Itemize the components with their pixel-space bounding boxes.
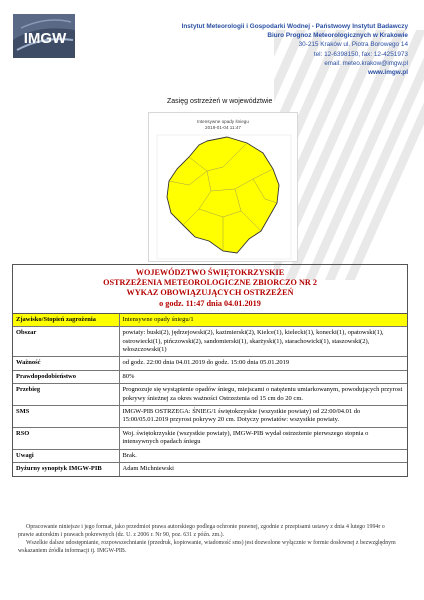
office-address: 30-215 Kraków ul. Piotra Borowego 14 [298,41,408,49]
row-probability [13,370,407,383]
institute-header [182,22,408,77]
probability-value: 80% [119,370,407,383]
probability-label: Prawdopodobieństwo [13,370,119,383]
area-label: Obszar [13,327,119,357]
row-area [13,327,407,357]
remarks-label: Uwagi [13,449,119,462]
warning-table [13,314,407,476]
heading-region: WOJEWÓDZTWO ŚWIĘTOKRZYSKIE [135,268,285,277]
validity-value: od godz. 22:00 dnia 04.01.2019 do godz. 15:00 dnia 05.01.2019 [119,357,407,370]
document-heading [13,265,407,314]
phenomenon-value: Intensywne opady śniegu/1 [119,314,407,327]
office-email[interactable]: email: meteo.krakow@imgw.pl [324,59,408,67]
heading-list: WYKAZ OBOWIĄZUJĄCYCH OSTRZEŻEŃ [126,288,294,298]
imgw-logo [7,10,87,62]
rso-label: RSO [13,427,119,449]
office-phone: tel: 12-6398150, fax: 12-4251973 [313,50,408,58]
copyright-notice: Opracowanie niniejsze i jego format, jako przedmiot prawa autorskiego podlega ochronie prawnej, zgodnie z przepisami ustawy z dnia 4 lutego 1994r o prawie autorskim i prawach pokrewnych (dz. U. z 2006 r. Nr 90, poz. 631 z późn. zm.). [18,524,385,538]
sms-label: SMS [13,406,119,428]
row-remarks [13,449,407,462]
course-value: Prognozuje się wystąpienie opadów śniegu, miejscami o natężeniu umiarkowanym, powodujących przyrost pokrywy śnieżnej za okres ważności Ostrzeżenia od 15 cm do 20 cm. [119,384,407,406]
warning-document [12,264,408,477]
row-phenomenon [13,314,407,327]
office-website[interactable]: www.imgw.pl [367,69,408,77]
row-rso [13,427,407,449]
forecaster-label: Dyżurny synoptyk IMGW-PIB [13,463,119,476]
map-caption: Zasięg ostrzeżeń w województwie [167,98,273,105]
area-value: powiaty: buski(2), jędrzejowski(2), kazimierski(2), Kielce(1), kielecki(1), konecki(1), opatowski(1), ostrowiecki(1), pińczowski(2), sandomierski(1), skarżyski(1), starachowicki(1), staszowski(2), włoszczowski(1) [119,327,407,357]
sms-value: IMGW-PIB OSTRZEGA: ŚNIEG/1 świętokrzyskie (wszystkie powiaty) od 22:00/04.01 do 15:00/05.01.2019 przyrost pokrywy 20 cm. Dotyczy powiatów: wszystkie powiaty. [119,406,407,428]
forecaster-value: Adam Michniewski [122,465,174,473]
rso-value: Woj. świętokrzyskie (wszystkie powiaty), IMGW-PIB wydał ostrzeżenie pierwszego stopnia o intensywnych opadach śniegu [119,427,407,449]
heading-bulletin: OSTRZEŻENIA METEOROLOGICZNE ZBIORCZO NR 2 [103,278,317,288]
map-date: 2019-01-04 11:47 [205,125,241,130]
row-validity [13,357,407,370]
svg-text:IMGW: IMGW [23,30,67,47]
map-title: Intensywne opady śniegu [197,119,249,124]
redistribution-notice: Wszelkie dalsze udostępnianie, rozpowszechnianie (przedruk, kopiowanie, wiadomość sms) jest dozwolone wyłącznie w formie dosłownej z bezwzględnym wskazaniem źródła informacji tj. IMGW-PIB. [18,540,396,554]
row-forecaster [13,463,407,476]
copyright-footer [18,523,402,555]
institute-name: Instytut Meteorologii i Gospodarki Wodnej - Państwowy Instytut Badawczy [181,23,408,30]
warning-map [148,112,298,262]
row-course [13,384,407,406]
phenomenon-label: Zjawisko/Stopień zagrożenia [13,314,119,327]
remarks-value: Brak. [119,449,407,462]
validity-label: Ważność [13,357,119,370]
course-label: Przebieg [13,384,119,406]
row-sms [13,406,407,428]
heading-time: o godz. 11:47 dnia 04.01.2019 [159,298,261,308]
office-name: Biuro Prognoz Meteorologicznych w Krakowie [267,32,408,40]
